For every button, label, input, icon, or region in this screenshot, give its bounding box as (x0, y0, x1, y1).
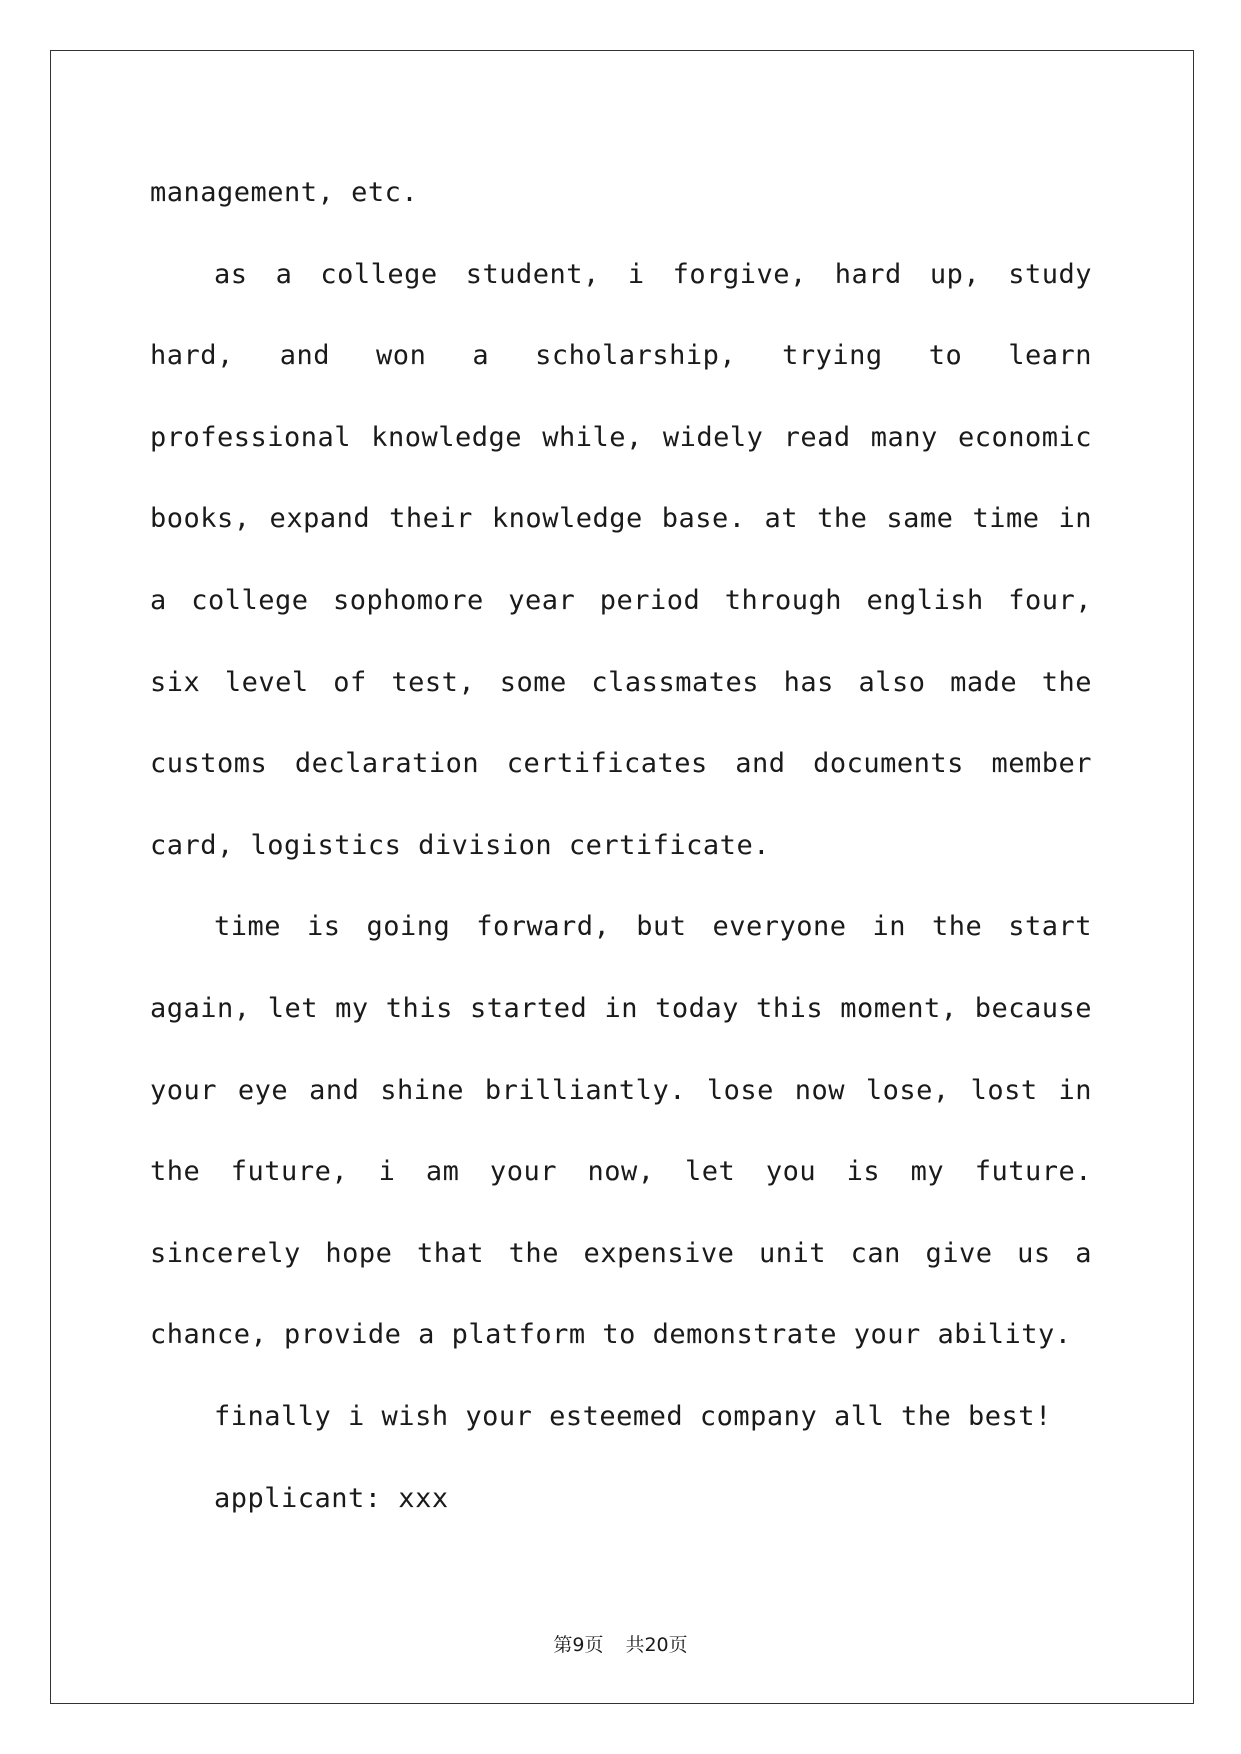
paragraph-3: time is going forward, but everyone in the start again, let my this started in today this moment, because your eye and shine brilliantly. lose now lose, lost in the future, i am your now, let you is my future. sincerely hope that the expensive unit can give us a chance, provide a platform to demonstrate your ability. (150, 911, 1092, 1351)
page-footer (0, 1630, 1241, 1657)
paragraph-1: management, etc. (150, 177, 419, 208)
paragraph-2: as a college student, i forgive, hard up, study hard, and won a scholarship, trying to learn professional knowledge while, widely read many economic books, expand their knowledge base. at the same time in a college sophomore year period through english four, six level of test, some classmates has also made the customs declaration certificates and documents member card, logistics division certificate. (150, 258, 1092, 861)
paragraph-5: applicant: xxx (214, 1482, 449, 1514)
document-body (150, 152, 1092, 1539)
page-total: 共20页 (625, 1634, 688, 1656)
page-number: 第9页 (553, 1634, 604, 1656)
paragraph-4: finally i wish your esteemed company all the best! (214, 1400, 1052, 1432)
